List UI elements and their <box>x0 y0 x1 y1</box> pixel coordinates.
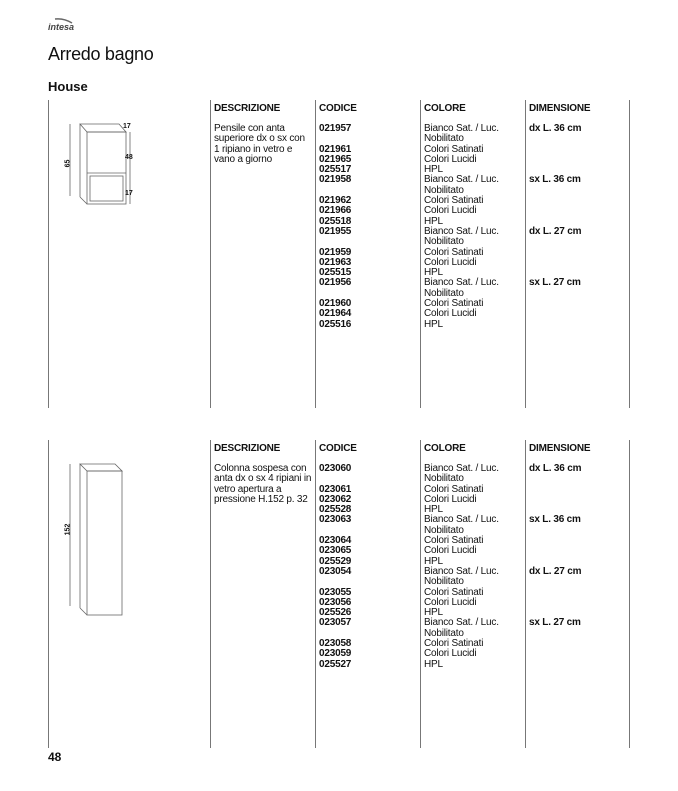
product-code: 021957 <box>319 123 352 134</box>
column-header-colore: COLORE <box>424 103 466 114</box>
spacer <box>529 320 581 330</box>
spacer <box>529 134 581 144</box>
color-option: HPL <box>424 164 443 176</box>
spacer <box>529 660 581 670</box>
color-option: Colori Lucidi <box>424 648 477 660</box>
product-code: 023059 <box>319 648 352 660</box>
spacer <box>529 598 581 608</box>
wall-cabinet-drawing <box>60 118 150 218</box>
spacer <box>529 248 581 258</box>
color-option: Colori Lucidi <box>424 153 477 165</box>
product-code: 023054 <box>319 565 352 577</box>
color-option: Colori Lucidi <box>424 596 477 608</box>
color-option: Colori Satinati <box>424 246 484 258</box>
brand-logo: intesa <box>48 22 75 32</box>
code-column <box>319 464 351 670</box>
spacer <box>529 577 581 587</box>
column-divider <box>629 440 630 748</box>
product-description: Pensile con anta superiore dx o sx con 1 ripiano in vetro e vano a giorno <box>214 123 305 165</box>
spacer <box>529 526 581 536</box>
column-divider <box>210 440 211 748</box>
product-code: 025516 <box>319 318 352 330</box>
spacer <box>529 639 581 649</box>
product-code: 023064 <box>319 535 352 547</box>
spacer <box>529 495 581 505</box>
color-option-detail: Nobilitato <box>424 524 464 536</box>
page-title: Arredo bagno <box>48 44 154 64</box>
product-code: 025529 <box>319 555 352 567</box>
column-header-codice: CODICE <box>319 103 357 114</box>
column-divider <box>48 440 49 748</box>
column-divider <box>315 440 316 748</box>
color-option: Colori Lucidi <box>424 545 477 557</box>
color-option: HPL <box>424 267 443 279</box>
color-option: Colori Satinati <box>424 535 484 547</box>
spacer <box>529 258 581 268</box>
dim-label-bottom: 17 <box>125 190 133 197</box>
column-divider <box>315 100 316 408</box>
column-divider <box>48 100 49 408</box>
color-option: Colori Lucidi <box>424 205 477 217</box>
spacer <box>529 289 581 299</box>
color-option: Bianco Sat. / Luc. <box>424 617 499 629</box>
color-option: Colori Satinati <box>424 298 484 310</box>
dim-label-middle: 48 <box>125 154 133 161</box>
color-option-detail: Nobilitato <box>424 184 464 196</box>
column-header-descrizione: DESCRIZIONE <box>214 443 281 454</box>
color-column <box>424 124 499 330</box>
color-option: Colori Lucidi <box>424 256 477 268</box>
product-code: 021960 <box>319 298 352 310</box>
color-option: Colori Satinati <box>424 143 484 155</box>
column-header-descrizione: DESCRIZIONE <box>214 103 281 114</box>
product-code: 023057 <box>319 617 352 629</box>
column-divider <box>525 100 526 408</box>
product-code: 023065 <box>319 545 352 557</box>
product-code: 021965 <box>319 153 352 165</box>
product-code: 025527 <box>319 658 352 670</box>
color-option: Bianco Sat. / Luc. <box>424 123 499 134</box>
color-option: HPL <box>424 658 443 670</box>
spacer <box>529 536 581 546</box>
column-header-dimensione: DIMENSIONE <box>529 443 591 454</box>
color-option-detail: Nobilitato <box>424 473 464 485</box>
spacer <box>529 485 581 495</box>
page-number: 48 <box>48 750 62 764</box>
spacer <box>529 629 581 639</box>
product-code: 021962 <box>319 195 352 207</box>
color-option: HPL <box>424 504 443 516</box>
color-option-detail: Nobilitato <box>424 627 464 639</box>
product-code: 021964 <box>319 308 352 320</box>
dimension-value: sx L. 36 cm <box>529 174 581 186</box>
column-divider <box>420 440 421 748</box>
column-header-codice: CODICE <box>319 443 357 454</box>
product-code: 023063 <box>319 514 352 526</box>
dimension-value: sx L. 27 cm <box>529 277 581 289</box>
product-code: 023061 <box>319 483 352 495</box>
color-option: Colori Satinati <box>424 638 484 650</box>
color-option: HPL <box>424 555 443 567</box>
dim-label-height: 152 <box>64 523 72 536</box>
dimension-value: dx L. 36 cm <box>529 123 582 134</box>
column-divider <box>210 100 211 408</box>
color-option: Bianco Sat. / Luc. <box>424 514 499 526</box>
color-option: HPL <box>424 318 443 330</box>
color-option: Colori Satinati <box>424 195 484 207</box>
color-option-detail: Nobilitato <box>424 576 464 588</box>
product-code: 023058 <box>319 638 352 650</box>
dimension-value: dx L. 36 cm <box>529 463 582 474</box>
product-code: 025526 <box>319 607 352 619</box>
column-header-dimensione: DIMENSIONE <box>529 103 591 114</box>
color-option: Colori Lucidi <box>424 308 477 320</box>
dimension-value: dx L. 27 cm <box>529 225 582 237</box>
dim-label-height: 65 <box>64 159 72 168</box>
color-option: Colori Satinati <box>424 586 484 598</box>
color-option: Bianco Sat. / Luc. <box>424 463 499 474</box>
color-option: HPL <box>424 215 443 227</box>
color-option-detail: Nobilitato <box>424 287 464 299</box>
color-option: Bianco Sat. / Luc. <box>424 277 499 289</box>
product-code: 021963 <box>319 256 352 268</box>
color-column <box>424 464 499 670</box>
spacer <box>529 237 581 247</box>
product-code: 021959 <box>319 246 352 258</box>
column-header-colore: COLORE <box>424 443 466 454</box>
spacer <box>529 145 581 155</box>
product-code: 025515 <box>319 267 352 279</box>
product-description: Colonna sospesa con anta dx o sx 4 ripiani in vetro apertura a pressione H.152 p. 32 <box>214 463 312 505</box>
series-title: House <box>48 79 88 94</box>
code-column <box>319 124 351 330</box>
spacer <box>529 546 581 556</box>
column-divider <box>420 100 421 408</box>
spacer <box>529 588 581 598</box>
color-option: Bianco Sat. / Luc. <box>424 225 499 237</box>
spacer <box>529 206 581 216</box>
spacer <box>529 299 581 309</box>
dim-label-top: 17 <box>123 123 131 130</box>
dimension-column <box>529 124 581 330</box>
product-code: 023062 <box>319 493 352 505</box>
product-code: 021955 <box>319 225 352 237</box>
spacer <box>529 196 581 206</box>
product-code: 021966 <box>319 205 352 217</box>
color-option: Bianco Sat. / Luc. <box>424 174 499 186</box>
product-code: 021961 <box>319 143 352 155</box>
color-option: Colori Lucidi <box>424 493 477 505</box>
product-code: 021958 <box>319 174 352 186</box>
product-code: 025528 <box>319 504 352 516</box>
product-code: 023055 <box>319 586 352 598</box>
color-option: HPL <box>424 607 443 619</box>
product-code: 021956 <box>319 277 352 289</box>
spacer <box>529 309 581 319</box>
column-cabinet-drawing <box>60 458 150 628</box>
dimension-value: sx L. 27 cm <box>529 617 581 629</box>
color-option-detail: Nobilitato <box>424 236 464 248</box>
spacer <box>529 186 581 196</box>
column-divider <box>629 100 630 408</box>
color-option: Bianco Sat. / Luc. <box>424 565 499 577</box>
product-code: 023056 <box>319 596 352 608</box>
spacer <box>529 649 581 659</box>
column-divider <box>525 440 526 748</box>
product-code: 023060 <box>319 463 352 474</box>
color-option: Colori Satinati <box>424 483 484 495</box>
dimension-column <box>529 464 581 670</box>
dimension-value: dx L. 27 cm <box>529 565 582 577</box>
product-code: 025518 <box>319 215 352 227</box>
spacer <box>529 474 581 484</box>
color-option-detail: Nobilitato <box>424 133 464 145</box>
spacer <box>529 155 581 165</box>
product-code: 025517 <box>319 164 352 176</box>
dimension-value: sx L. 36 cm <box>529 514 581 526</box>
